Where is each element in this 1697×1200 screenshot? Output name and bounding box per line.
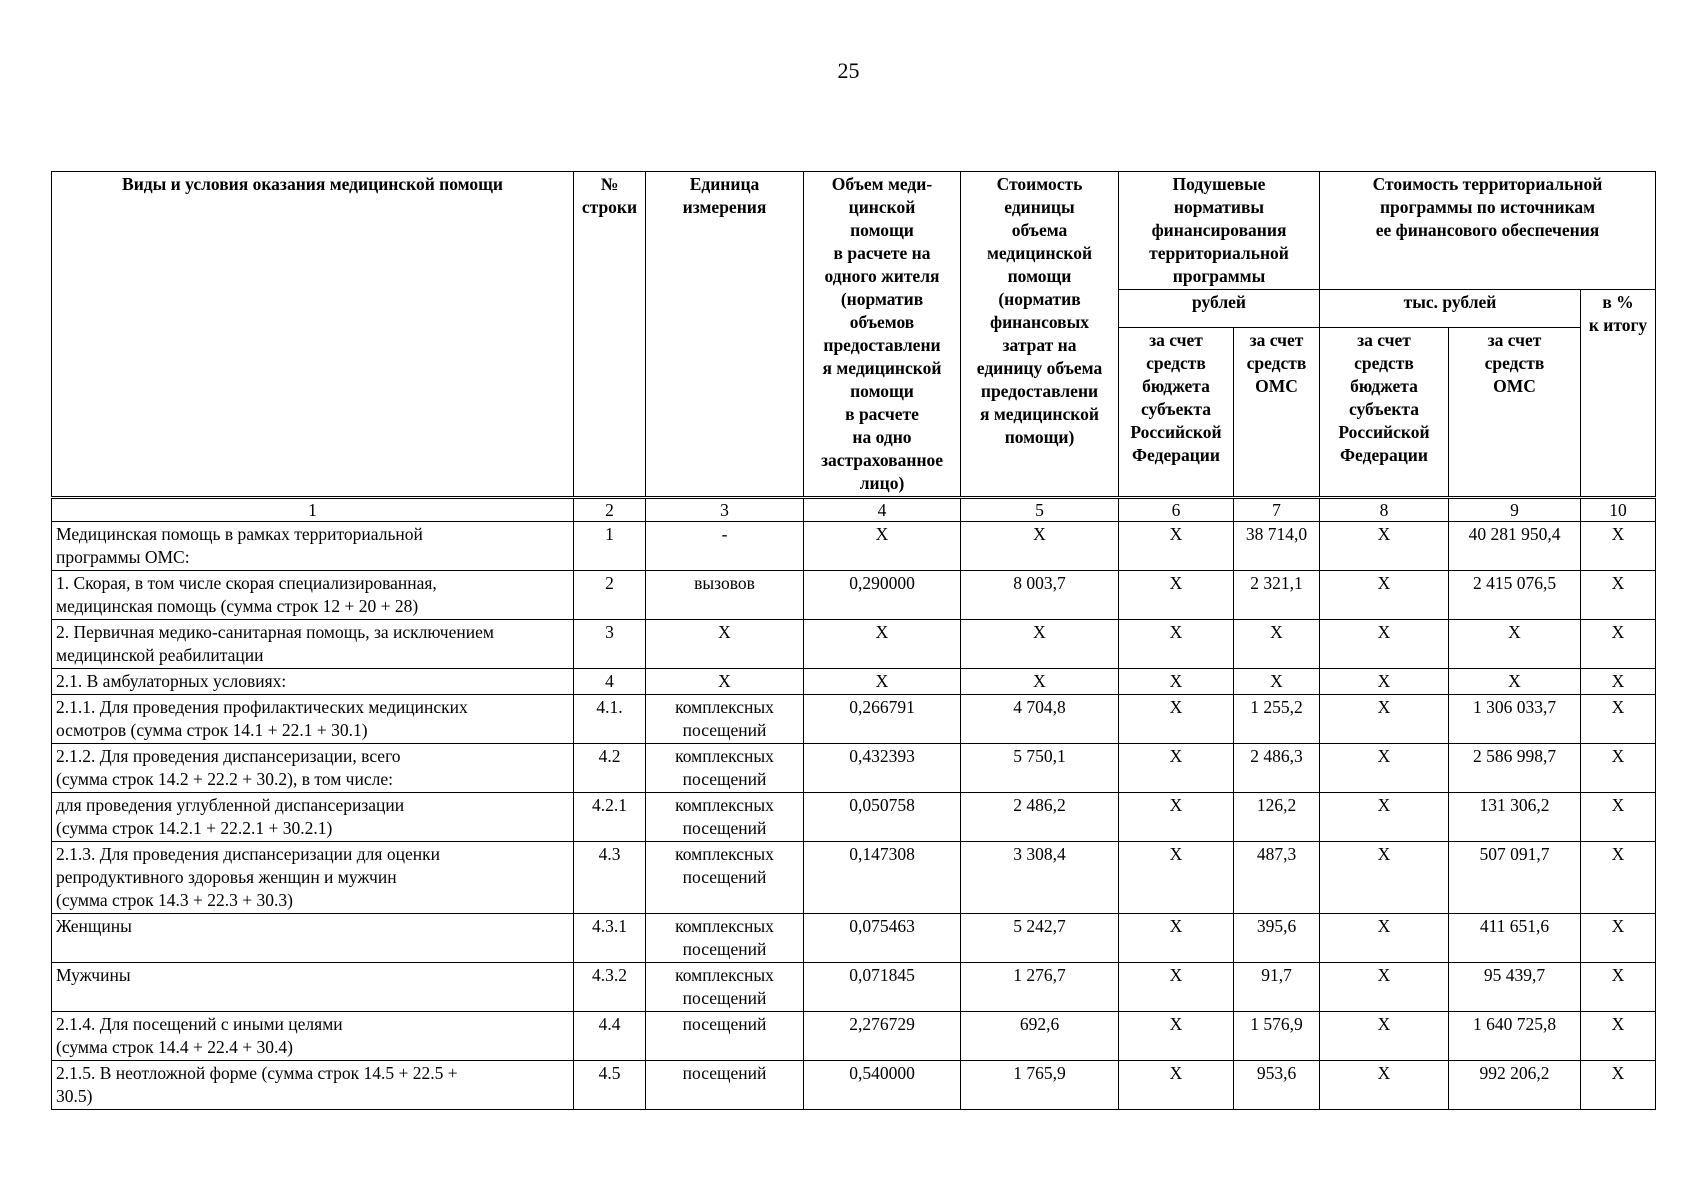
text-line: за счет [1249,330,1304,350]
row-cost-budget: Х [1320,914,1449,963]
text-line: осмотров (сумма строк 14.1 + 22.1 + 30.1) [56,720,368,740]
row-volume: 0,290000 [804,571,961,620]
row-line-number: 4.5 [574,1061,646,1110]
header-per-capita-oms [1234,328,1320,498]
row-unit [646,1012,804,1061]
table-row [52,522,1656,571]
row-cost-oms: 95 439,7 [1449,963,1581,1012]
territorial-program-table [51,171,1656,1110]
text-line: застрахованное [820,450,944,470]
text-line: субъекта [1141,399,1211,419]
text-line: помощи [850,381,914,401]
row-unit [646,744,804,793]
text-line: объемов [849,312,915,332]
text-line: для проведения углубленной диспансеризации [56,795,405,815]
column-number-cell: 4 [804,498,961,522]
row-volume: 0,147308 [804,842,961,914]
text-line: Х [718,622,731,642]
row-line-number: 2 [574,571,646,620]
row-name [52,1012,574,1061]
page-number: 25 [837,58,860,83]
row-unit-cost: 3 308,4 [961,842,1119,914]
text-line: средств [1246,353,1307,373]
row-cost-oms: 992 206,2 [1449,1061,1581,1110]
text-line: Подушевые [1172,174,1266,194]
column-number-row [52,498,1656,522]
text-line: измерения [682,197,767,217]
row-volume: 0,266791 [804,695,961,744]
row-unit [646,620,804,669]
header-thousand-rubles: тыс. рублей [1320,290,1581,328]
row-name [52,914,574,963]
text-line: субъекта [1349,399,1419,419]
text-line: 2.1.1. Для проведения профилактических медицинских [56,697,468,717]
text-line: я медицинской [980,404,1099,424]
row-per-capita-budget: Х [1119,669,1234,695]
row-unit [646,571,804,620]
text-line: Российской [1338,422,1430,442]
text-line: средств [1146,353,1206,373]
row-line-number: 4.2 [574,744,646,793]
header-unit-cost [961,172,1119,498]
text-line: Стоимость [996,174,1083,194]
table-row [52,744,1656,793]
row-percent: Х [1581,963,1656,1012]
text-line: в расчете [845,404,919,424]
row-percent: Х [1581,620,1656,669]
row-line-number: 4.4 [574,1012,646,1061]
row-line-number: 4 [574,669,646,695]
row-cost-budget: Х [1320,620,1449,669]
text-line: Федерации [1132,445,1220,465]
column-number-cell: 3 [646,498,804,522]
text-line: комплексных [675,844,774,864]
row-percent: Х [1581,914,1656,963]
header-line-number [574,172,646,498]
row-per-capita-oms: Х [1234,669,1320,695]
row-percent: Х [1581,669,1656,695]
column-number-cell: 5 [961,498,1119,522]
text-line: ОМС [1255,376,1298,396]
text-line: 1. Скорая, в том числе скорая специализированная, [56,573,437,593]
text-line: Женщины [56,916,132,936]
row-per-capita-budget: Х [1119,1061,1234,1110]
text-line: я медицинской [822,358,942,378]
header-rubles: рублей [1119,290,1320,328]
row-per-capita-budget: Х [1119,571,1234,620]
text-line: территориальной [1149,243,1289,263]
column-number-cell: 10 [1581,498,1656,522]
text-line: № [600,174,619,194]
row-per-capita-budget: Х [1119,914,1234,963]
text-line: предоставлени [980,381,1099,401]
text-line: лицо) [859,473,905,493]
row-name [52,963,574,1012]
row-per-capita-oms: 2 321,1 [1234,571,1320,620]
row-name [52,793,574,842]
text-line: в расчете на [833,243,931,263]
text-line: программы по источникам [1379,197,1596,217]
row-cost-budget: Х [1320,842,1449,914]
row-unit [646,842,804,914]
text-line: цинской [848,197,916,217]
row-name [52,842,574,914]
text-line: единицы [1004,197,1075,217]
row-volume: 0,432393 [804,744,961,793]
row-unit-cost: 1 765,9 [961,1061,1119,1110]
text-line: ее финансового обеспечения [1375,220,1600,240]
row-unit [646,914,804,963]
column-number-cell: 2 [574,498,646,522]
table-row [52,963,1656,1012]
row-per-capita-budget: Х [1119,963,1234,1012]
header-volume [804,172,961,498]
row-volume: 0,071845 [804,963,961,1012]
text-line: (норматив [840,289,924,309]
row-cost-budget: Х [1320,522,1449,571]
text-line: Стоимость территориальной [1372,174,1603,194]
row-cost-budget: Х [1320,669,1449,695]
row-percent: Х [1581,1012,1656,1061]
text-line: затрат на [1002,335,1077,355]
row-line-number: 3 [574,620,646,669]
row-unit-cost: 1 276,7 [961,963,1119,1012]
row-volume: Х [804,669,961,695]
row-unit-cost: 692,6 [961,1012,1119,1061]
row-line-number: 4.3.2 [574,963,646,1012]
row-cost-oms: 40 281 950,4 [1449,522,1581,571]
text-line: посещений [682,769,767,789]
row-cost-budget: Х [1320,963,1449,1012]
header-care-types: Виды и условия оказания медицинской помощи [52,172,574,498]
table-header [52,172,1656,498]
text-line: предоставлени [823,335,941,355]
text-line: финансовых [989,312,1090,332]
text-line: финансирования [1151,220,1287,240]
row-line-number: 4.1. [574,695,646,744]
header-cost-budget [1320,328,1449,498]
table-row [52,620,1656,669]
text-line: медицинской [986,243,1093,263]
text-line: одного жителя [824,266,940,286]
row-cost-budget: Х [1320,695,1449,744]
header-percent-of-total [1581,290,1656,498]
text-line: помощи [850,220,914,240]
header-cost-oms [1449,328,1581,498]
row-unit [646,793,804,842]
text-line: (сумма строк 14.3 + 22.3 + 30.3) [56,890,294,910]
table-row [52,571,1656,620]
row-cost-oms: 507 091,7 [1449,842,1581,914]
row-per-capita-budget: Х [1119,744,1234,793]
row-volume: Х [804,620,961,669]
text-line: за счет [1357,330,1411,350]
row-volume: 2,276729 [804,1012,961,1061]
column-number-cell: 7 [1234,498,1320,522]
header-per-capita-group [1119,172,1320,290]
text-line: посещений [682,867,767,887]
row-volume: Х [804,522,961,571]
text-line: Российской [1130,422,1222,442]
text-line: на одно [852,427,912,447]
row-percent: Х [1581,695,1656,744]
row-per-capita-budget: Х [1119,842,1234,914]
row-unit-cost: Х [961,522,1119,571]
row-per-capita-oms: Х [1234,620,1320,669]
row-unit [646,695,804,744]
row-name [52,695,574,744]
row-unit [646,669,804,695]
row-unit-cost: Х [961,620,1119,669]
text-line: к итогу [1588,315,1648,335]
row-per-capita-oms: 487,3 [1234,842,1320,914]
text-line: средств [1484,353,1545,373]
row-cost-oms: 2 586 998,7 [1449,744,1581,793]
row-unit-cost: Х [961,669,1119,695]
row-unit-cost: 5 750,1 [961,744,1119,793]
row-unit [646,1061,804,1110]
text-line: объема [1011,220,1068,240]
text-line: комплексных [675,965,774,985]
text-line: 2.1.3. Для проведения диспансеризации для оценки [56,844,440,864]
row-per-capita-oms: 1 255,2 [1234,695,1320,744]
row-per-capita-oms: 395,6 [1234,914,1320,963]
row-per-capita-budget: Х [1119,522,1234,571]
row-unit [646,963,804,1012]
text-line: 2.1. В амбулаторных условиях: [56,671,287,691]
text-line: (сумма строк 14.2 + 22.2 + 30.2), в том числе: [56,769,393,789]
row-per-capita-budget: Х [1119,695,1234,744]
text-line: Х [718,671,731,691]
row-cost-oms: Х [1449,620,1581,669]
row-line-number: 1 [574,522,646,571]
text-line: строки [581,197,638,217]
text-line: вызовов [694,573,755,593]
row-volume: 0,540000 [804,1061,961,1110]
text-line: единицу объема [976,358,1103,378]
text-line: 2.1.4. Для посещений с иными целями [56,1014,343,1034]
text-line: - [721,524,728,544]
row-cost-budget: Х [1320,571,1449,620]
text-line: (сумма строк 14.2.1 + 22.2.1 + 30.2.1) [56,818,333,838]
text-line: программы ОМС: [56,547,190,567]
row-cost-budget: Х [1320,744,1449,793]
row-percent: Х [1581,571,1656,620]
text-line: комплексных [675,697,774,717]
text-line: Единица [689,174,760,194]
text-line: посещений [682,720,767,740]
row-name [52,744,574,793]
row-cost-oms: 131 306,2 [1449,793,1581,842]
row-volume: 0,050758 [804,793,961,842]
text-line: 2. Первичная медико-санитарная помощь, за исключением [56,622,494,642]
text-line: за счет [1149,330,1203,350]
row-name [52,571,574,620]
row-cost-oms: 411 651,6 [1449,914,1581,963]
text-line: Медицинская помощь в рамках территориальной [56,524,423,544]
row-percent: Х [1581,744,1656,793]
row-name [52,522,574,571]
table-row [52,669,1656,695]
row-unit [646,522,804,571]
row-line-number: 4.2.1 [574,793,646,842]
row-per-capita-budget: Х [1119,620,1234,669]
text-line: ОМС [1493,376,1536,396]
row-cost-budget: Х [1320,793,1449,842]
row-unit-cost: 8 003,7 [961,571,1119,620]
row-per-capita-oms: 126,2 [1234,793,1320,842]
text-line: посещений [682,988,767,1008]
text-line: посещений [682,1063,767,1083]
column-number-cell: 9 [1449,498,1581,522]
table-row [52,842,1656,914]
text-line: медицинской реабилитации [56,645,264,665]
text-line: помощи [1007,266,1072,286]
row-name [52,620,574,669]
text-line: (норматив [998,289,1081,309]
column-number-cell: 8 [1320,498,1449,522]
text-line: комплексных [675,746,774,766]
table-row [52,1061,1656,1110]
row-per-capita-oms: 953,6 [1234,1061,1320,1110]
table-row [52,793,1656,842]
row-cost-oms: 1 306 033,7 [1449,695,1581,744]
text-line: помощи) [1004,427,1075,447]
row-cost-oms: 1 640 725,8 [1449,1012,1581,1061]
text-line: медицинская помощь (сумма строк 12 + 20 + 28) [56,596,419,616]
row-unit-cost: 4 704,8 [961,695,1119,744]
column-number-cell: 1 [52,498,574,522]
row-name [52,669,574,695]
text-line: 2.1.2. Для проведения диспансеризации, всего [56,746,401,766]
text-line: комплексных [675,916,774,936]
row-cost-oms: Х [1449,669,1581,695]
table-row [52,695,1656,744]
row-per-capita-oms: 91,7 [1234,963,1320,1012]
header-program-cost-group [1320,172,1656,290]
text-line: бюджета [1350,376,1418,396]
row-percent: Х [1581,793,1656,842]
row-per-capita-budget: Х [1119,793,1234,842]
row-per-capita-oms: 1 576,9 [1234,1012,1320,1061]
text-line: комплексных [675,795,774,815]
row-line-number: 4.3.1 [574,914,646,963]
text-line: программы [1172,266,1266,286]
row-unit-cost: 2 486,2 [961,793,1119,842]
table-row [52,914,1656,963]
text-line: за счет [1487,330,1542,350]
column-number-cell: 6 [1119,498,1234,522]
text-line: Объем меди- [831,174,933,194]
text-line: репродуктивного здоровья женщин и мужчин [56,867,397,887]
row-cost-budget: Х [1320,1061,1449,1110]
row-cost-oms: 2 415 076,5 [1449,571,1581,620]
table-row [52,1012,1656,1061]
text-line: посещений [682,818,767,838]
row-per-capita-oms: 38 714,0 [1234,522,1320,571]
text-line: (сумма строк 14.4 + 22.4 + 30.4) [56,1037,294,1057]
row-cost-budget: Х [1320,1012,1449,1061]
text-line: нормативы [1173,197,1265,217]
text-line: в % [1602,292,1634,312]
text-line: 2.1.5. В неотложной форме (сумма строк 14.5 + 22.5 + [56,1063,458,1083]
table-body [52,498,1656,1110]
text-line: посещений [682,1014,767,1034]
row-percent: Х [1581,842,1656,914]
row-line-number: 4.3 [574,842,646,914]
text-line: Федерации [1340,445,1428,465]
text-line: Мужчины [56,965,131,985]
text-line: посещений [682,939,767,959]
header-per-capita-budget [1119,328,1234,498]
row-percent: Х [1581,522,1656,571]
header-unit [646,172,804,498]
row-percent: Х [1581,1061,1656,1110]
text-line: бюджета [1142,376,1210,396]
row-per-capita-budget: Х [1119,1012,1234,1061]
row-per-capita-oms: 2 486,3 [1234,744,1320,793]
row-unit-cost: 5 242,7 [961,914,1119,963]
row-volume: 0,075463 [804,914,961,963]
text-line: 30.5) [56,1086,93,1106]
text-line: средств [1354,353,1414,373]
row-name [52,1061,574,1110]
